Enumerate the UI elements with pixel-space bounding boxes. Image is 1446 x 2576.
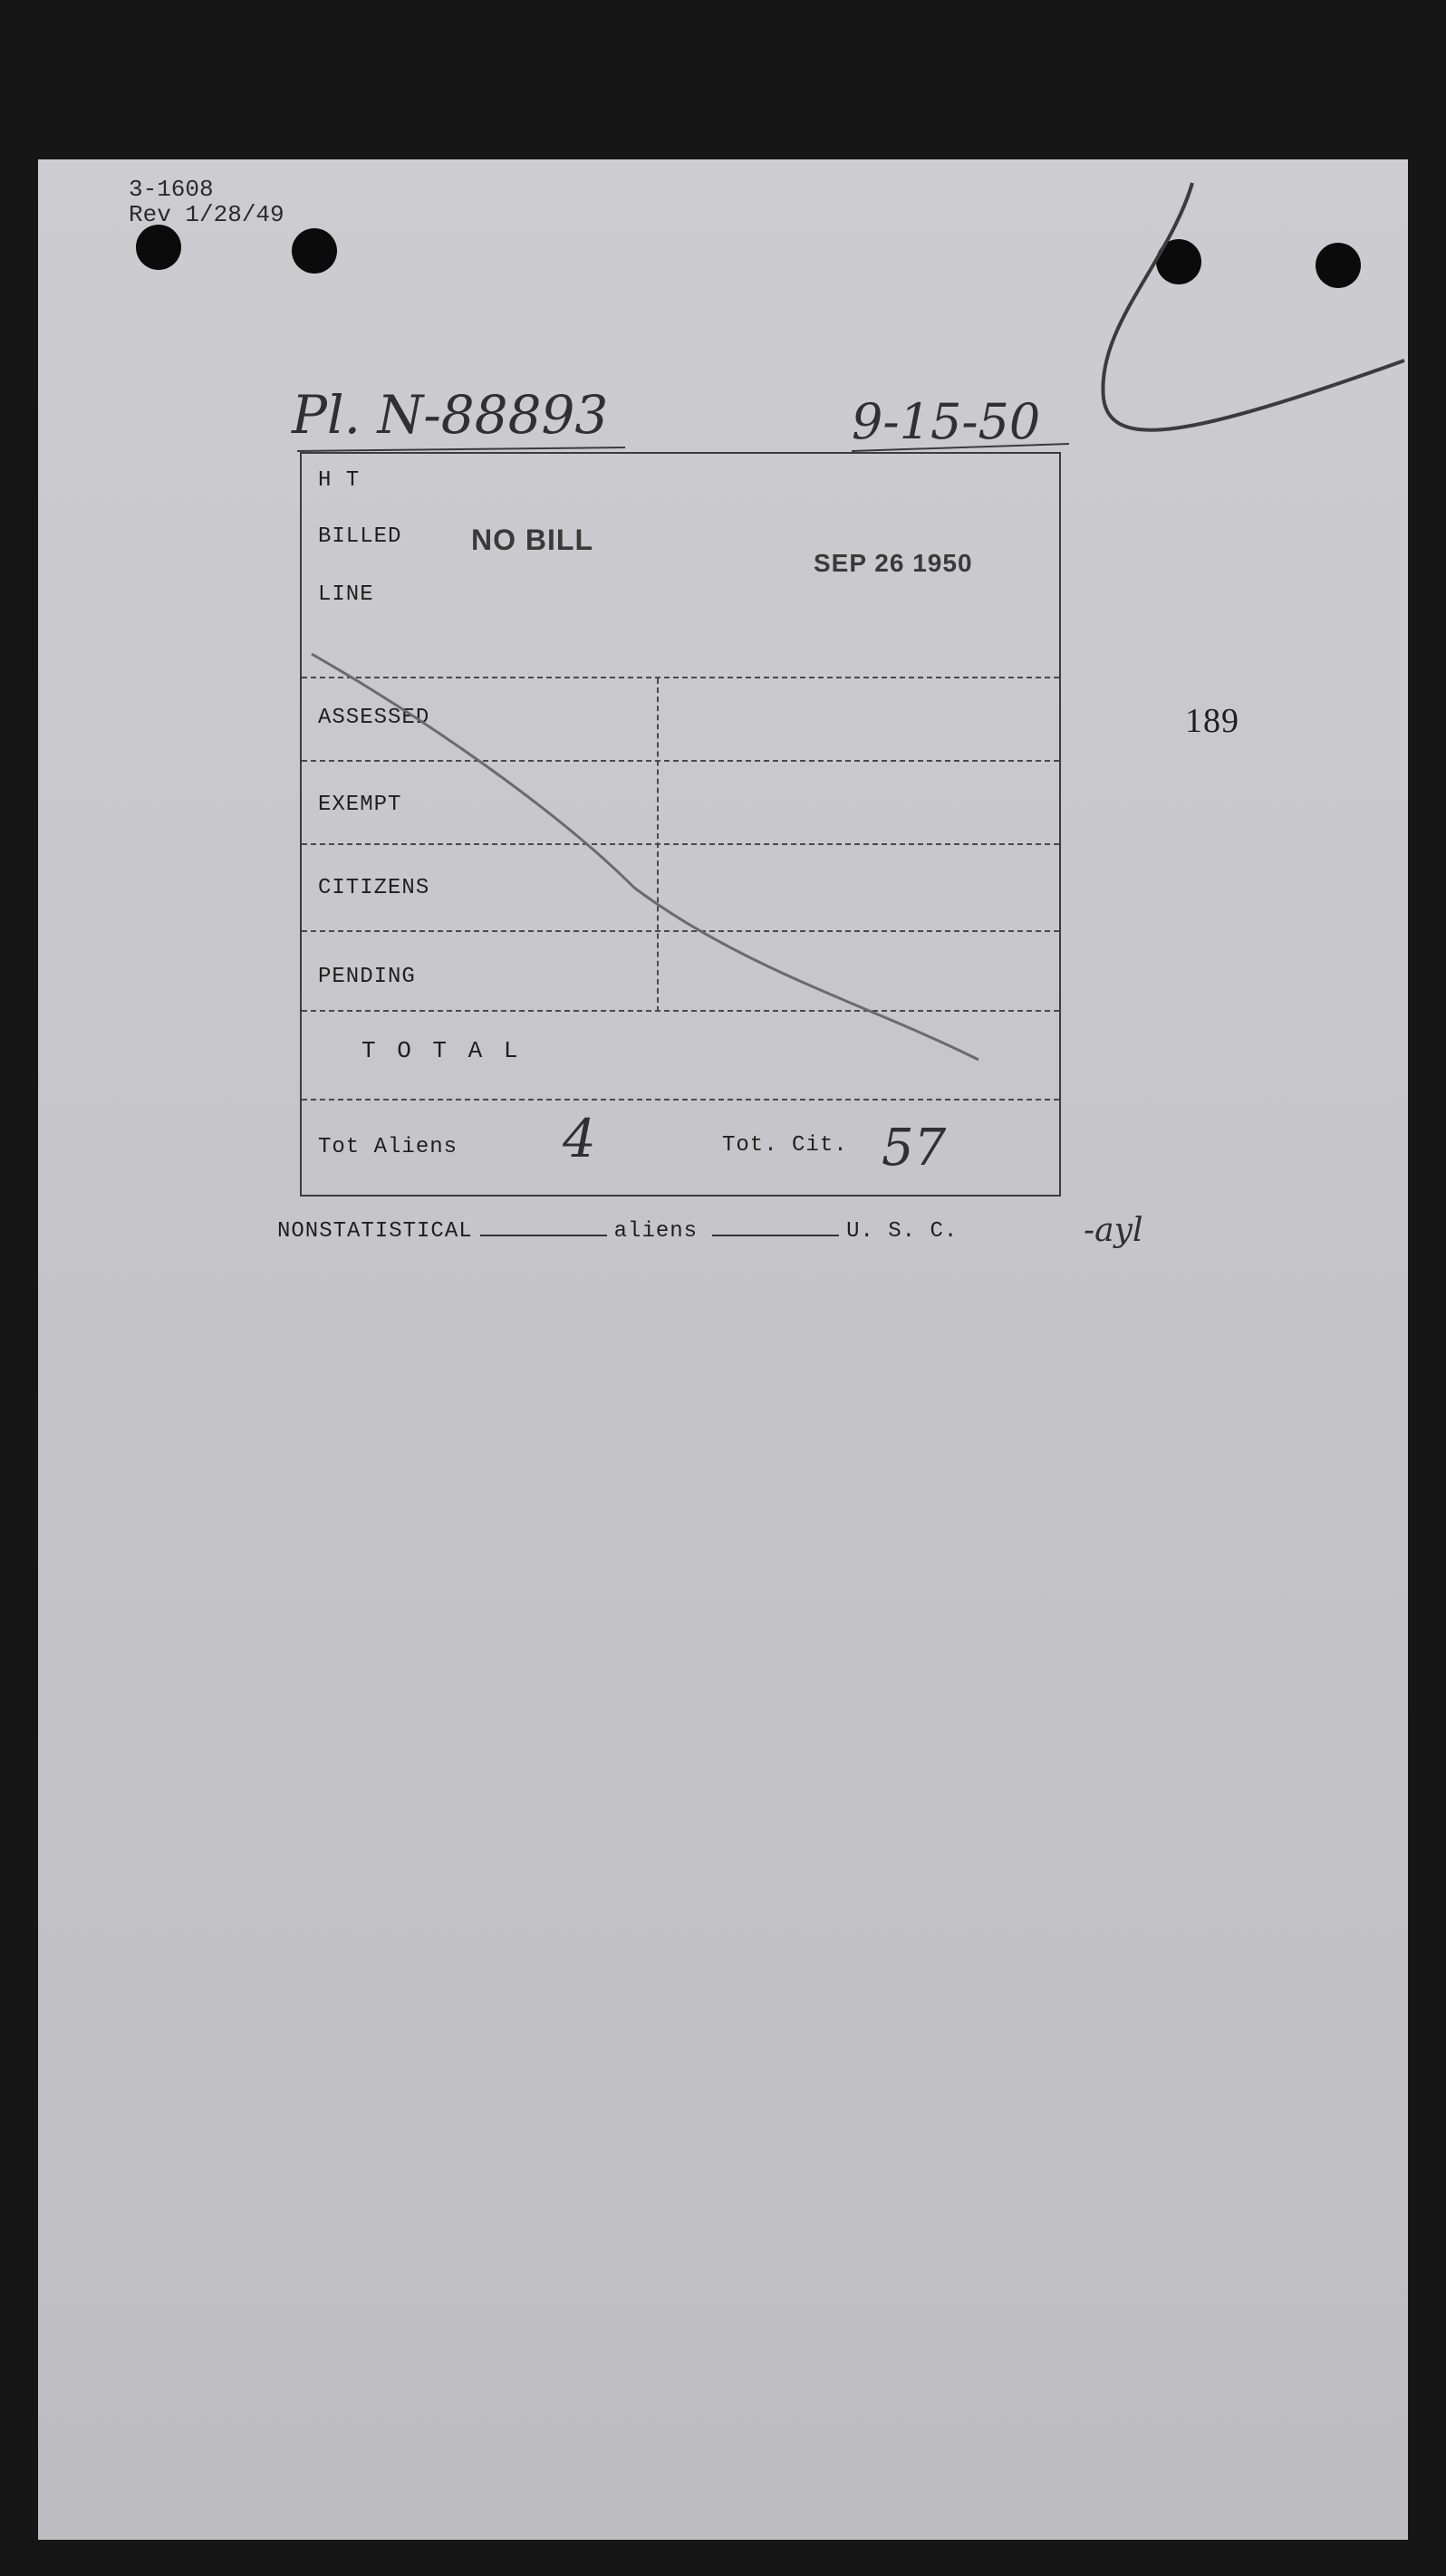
strike-through-line [312,654,978,1060]
row-label-assessed: ASSESSED [318,706,430,730]
aliens-label: aliens [613,1219,699,1244]
underline-scribble [852,444,1069,451]
date-stamp: SEP 26 1950 [814,549,973,577]
usc-label: U. S. C. [846,1219,959,1244]
tot-aliens-label: Tot Aliens [318,1135,458,1159]
tot-aliens-value: 4 [563,1108,596,1169]
total-label: T O T A L [362,1037,522,1064]
row-label-pending: PENDING [318,965,416,989]
corner-check-mark [1103,183,1404,430]
file-number: Pl. N-88893 [292,384,609,446]
no-bill-stamp: NO BILL [471,524,593,556]
tot-cit-label: Tot. Cit. [722,1133,848,1158]
header-label-billed: BILLED [318,524,402,549]
header-label-ht: H T [318,468,361,493]
page-number: 189 [1185,702,1239,740]
row-label-exempt: EXEMPT [318,793,402,817]
underline-scribble [297,447,625,451]
header-label-line: LINE [318,582,374,607]
form-number: 3-1608 [129,176,214,203]
nonstatistical-label: NONSTATISTICAL [277,1219,473,1244]
tot-cit-value: 57 [882,1119,947,1177]
margin-mark: -ayl [1084,1212,1143,1249]
form-revision: Rev 1/28/49 [129,201,284,228]
handwritten-date: 9-15-50 [852,393,1041,450]
row-label-citizens: CITIZENS [318,876,430,900]
